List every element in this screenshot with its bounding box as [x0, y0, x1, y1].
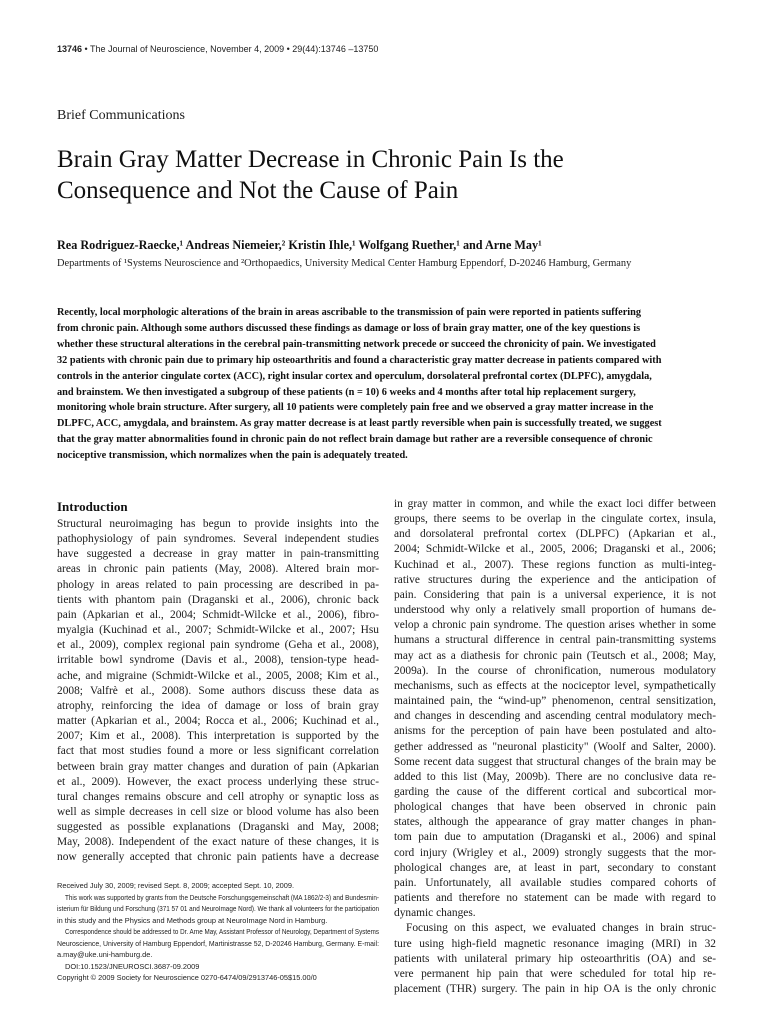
text-line: between brain gray matter changes and duration of pain (Apkarian [57, 760, 379, 773]
funding-note-cont: in this study and the Physics and Methods group at NeuroImage Nord in Hamburg. [57, 915, 328, 925]
text-line: fact that most studies found a more or less significant correlation [57, 745, 379, 758]
text-line: patients and therefore no statement can be made with regard to [394, 892, 716, 905]
text-line: areas in chronic pain patients (May, 2008). Altered brain mor- [57, 563, 379, 576]
running-head [57, 44, 378, 54]
text-line: maintained pain, the “wind-up” phenomenon, central sensitization, [394, 695, 716, 708]
title-line: Brain Gray Matter Decrease in Chronic Pain Is the [57, 146, 564, 173]
text-line: may act as a diathesis for chronic pain (Teutsch et al., 2008; May, [394, 649, 716, 662]
text-line: May, 2008). Independent of the exact nature of these changes, it is [57, 836, 379, 849]
correspondence-note: Correspondence should be addressed to Dr. Arne May, Assistant Professor of Neurology, Department of Systems [65, 927, 379, 936]
text-line: gether addressed as "neuronal plasticity" (Woolf and Salter, 2000). [394, 740, 716, 753]
introduction-text-continued [394, 497, 716, 997]
text-line: mechanisms, such as effects at the nociceptor level, sympathetically [394, 679, 716, 692]
text-line: tural changes remains obscure and cell atrophy or synaptic loss as [57, 790, 379, 803]
abstract-line: whether these structural alterations in the cerebral pain-transmitting network precede or succeed the chronicity of pain. We investigated [57, 338, 656, 350]
text-line: velop a chronic pain syndrome. The question arises whether in some [394, 619, 716, 632]
text-line: et al., 2009), complex regional pain syndrome (Geha et al., 2008), [57, 639, 379, 652]
correspondence-email[interactable]: a.may@uke.uni-hamburg.de. [57, 950, 153, 959]
funding-note: This work was supported by grants from the Deutsche Forschungsgemeinschaft (MA 1862/2-3) and Bundesmin- [65, 892, 379, 902]
text-line: and changes in descending and ascending central modulatory mech- [394, 710, 716, 723]
abstract-line: and brainstem. We then investigated a subgroup of these patients (n = 10) 6 weeks and 4 months after total hip replacement surgery, [57, 386, 636, 398]
left-column [57, 497, 379, 866]
text-line: states, although the appearance of gray matter changes in phan- [394, 816, 716, 829]
text-line: 2004; Schmidt-Wilcke et al., 2005, 2006; Draganski et al., 2006; [394, 543, 716, 556]
text-line: ache, and migraine (Schmidt-Wilcke et al., 2005, 2008; Kim et al., [57, 669, 379, 682]
abstract-line: 32 patients with chronic pain due to primary hip osteoarthritis and found a characteristic gray matter decrease in patients compared with [57, 354, 662, 366]
abstract-line: Recently, local morphologic alterations of the brain in areas ascribable to the transmission of pain were reported in patients suffering [57, 307, 642, 318]
author-list: Rea Rodriguez-Raecke,¹ Andreas Niemeier,² Kristin Ihle,¹ Wolfgang Ruether,¹ and Arne May¹ [57, 238, 542, 252]
page-number: 13746 [57, 44, 83, 54]
text-line: myalgia (Kuchinad et al., 2007; Schmidt-Wilcke et al., 2007; Hsu [57, 624, 379, 637]
text-line: anisms for the perception of pain have been postulated and alto- [394, 725, 716, 738]
abstract-line: from chronic pain. Although some authors discussed these findings as damage or loss of brain gray matter, one of the key questions is [57, 322, 641, 334]
text-line: and dorsolateral prefrontal cortex (DLPFC) (Apkarian et al., [394, 528, 716, 541]
text-line: placement (THR) surgery. The pain in hip OA is the only chronic [394, 983, 716, 995]
text-line: tom pain due to amputation (Draganski et al., 2006) and spinal [394, 831, 716, 844]
article-title [57, 144, 717, 206]
title-line: Consequence and Not the Cause of Pain [57, 177, 459, 204]
text-line: now generally accepted that chronic pain patients have a decrease [57, 851, 379, 864]
article-footnotes [57, 880, 379, 984]
right-column [394, 497, 716, 997]
text-line: pain. Unfortunately, all available studies compared cohorts of [394, 876, 716, 889]
correspondence-note-cont: Neuroscience, University of Hamburg Eppendorf, Martinistrasse 52, D-20246 Hamburg, Germany. E-mail: [57, 938, 379, 948]
text-line: 2007; Kim et al., 2008). This interpretation is supported by the [57, 730, 379, 743]
text-line: Focusing on this aspect, we evaluated changes in brain struc- [406, 922, 716, 935]
text-line: 2008; Valfrè et al., 2008). Some authors discuss these data as [57, 684, 379, 697]
text-line: groups, there seems to be overlap in the cingulate cortex, insula, [394, 513, 716, 526]
text-line: tients with phantom pain (Draganski et al., 2006), chronic back [57, 593, 379, 606]
affiliations: Departments of ¹Systems Neuroscience and ²Orthopaedics, University Medical Center Hamburg Eppendorf, D-20246 Hamburg, Germany [57, 258, 632, 269]
text-line: suggested as possible explanations (Draganski and May, 2008; [57, 821, 379, 834]
abstract [57, 305, 717, 464]
text-line: Structural neuroimaging has begun to provide insights into the [57, 518, 379, 530]
text-line: well as simple decreases in cell size or blood volume has also been [57, 805, 379, 818]
text-line: 2009a). In the course of chronification, numerous modulatory [394, 664, 716, 677]
abstract-line: monitoring whole brain structure. After surgery, all 10 patients were completely pain free and we observed a gray matter increase in the [57, 402, 654, 414]
text-line: phological changes are, at least in part, secondary to constant [394, 861, 716, 874]
text-line: phology in areas related to pain processing are described in pa- [57, 578, 379, 591]
text-line: vere permanent hip pain that were scheduled for total hip re- [394, 967, 716, 980]
text-line: atrophy, reinforcing the idea of damage or loss of brain gray [57, 699, 379, 712]
text-line: rative structures during the experience and the anticipation of [394, 573, 716, 586]
introduction-text [57, 517, 379, 866]
section-label: Brief Communications [57, 108, 185, 123]
text-line: Kuchinad et al., 2007). These regions function as multi-integ- [394, 558, 716, 571]
introduction-heading: Introduction [57, 499, 128, 514]
doi[interactable]: DOI:10.1523/JNEUROSCI.3687-09.2009 [65, 961, 200, 971]
journal-citation: • The Journal of Neuroscience, November 4, 2009 • 29(44):13746 –13750 [82, 44, 379, 54]
text-line: Some recent data suggest that structural changes of the brain may be [394, 755, 716, 768]
text-line: pathophysiology of pain syndromes. Several independent studies [57, 533, 379, 546]
text-line: understood why only a relatively small proportion of humans de- [394, 604, 716, 617]
text-line: irritable bowl syndrome (Davis et al., 2008), tension-type head- [57, 654, 379, 667]
abstract-line: nociceptive transmission, which normalizes when the pain is adequately treated. [57, 450, 408, 462]
text-line: et al., 2009). However, the exact process underlying these struc- [57, 775, 379, 788]
text-line: pain. Considering that pain is a universal experience, it is not [394, 588, 716, 601]
text-line: patients with unilateral primary hip osteoarthritis (OA) and se- [394, 952, 716, 965]
text-line: humans a structural difference in central pain-transmitting systems [394, 634, 716, 647]
abstract-line: DLPFC, ACC, amygdala, and brainstem. As gray matter decrease is at least partly reversible when pain is successfully treated, we suggest [57, 418, 662, 430]
text-line: matter (Apkarian et al., 2004; Rocca et al., 2006; Kuchinad et al., [57, 715, 379, 728]
funding-note-cont: isterium für Bildung und Forschung (371 57 01 and NeuroImage Nord). We thank all volunteers for the participation [57, 904, 379, 913]
text-line: garding the cause of the different cortical and subcortical mor- [394, 785, 716, 798]
text-line: have suggested a decrease in gray matter in pain-transmitting [57, 548, 379, 561]
text-line: cord injury (Wrigley et al., 2009) strongly suggests that the mor- [394, 846, 716, 859]
received-dates: Received July 30, 2009; revised Sept. 8, 2009; accepted Sept. 10, 2009. [57, 881, 295, 890]
abstract-line: that the gray matter abnormalities found in chronic pain do not reflect brain damage but rather are a reversible consequence of chronic [57, 434, 653, 446]
text-line: dynamic changes. [394, 907, 476, 920]
text-line: phological changes that have been observed in chronic pain [394, 801, 716, 814]
text-line: added to this list (May, 2009b). There are no conclusive data re- [394, 770, 716, 783]
text-line: ture using high-field magnetic resonance imaging (MRI) in 32 [394, 937, 716, 950]
text-line: in gray matter in common, and while the exact loci differ between [394, 498, 716, 510]
text-line: pain (Apkarian et al., 2004; Schmidt-Wilcke et al., 2006), fibro- [57, 608, 379, 621]
copyright-line: Copyright © 2009 Society for Neuroscience 0270-6474/09/2913746-05$15.00/0 [57, 973, 317, 982]
abstract-line: controls in the anterior cingulate cortex (ACC), right insular cortex and operculum, dorsolateral prefrontal cortex (DLPFC), amygdala, [57, 370, 652, 382]
